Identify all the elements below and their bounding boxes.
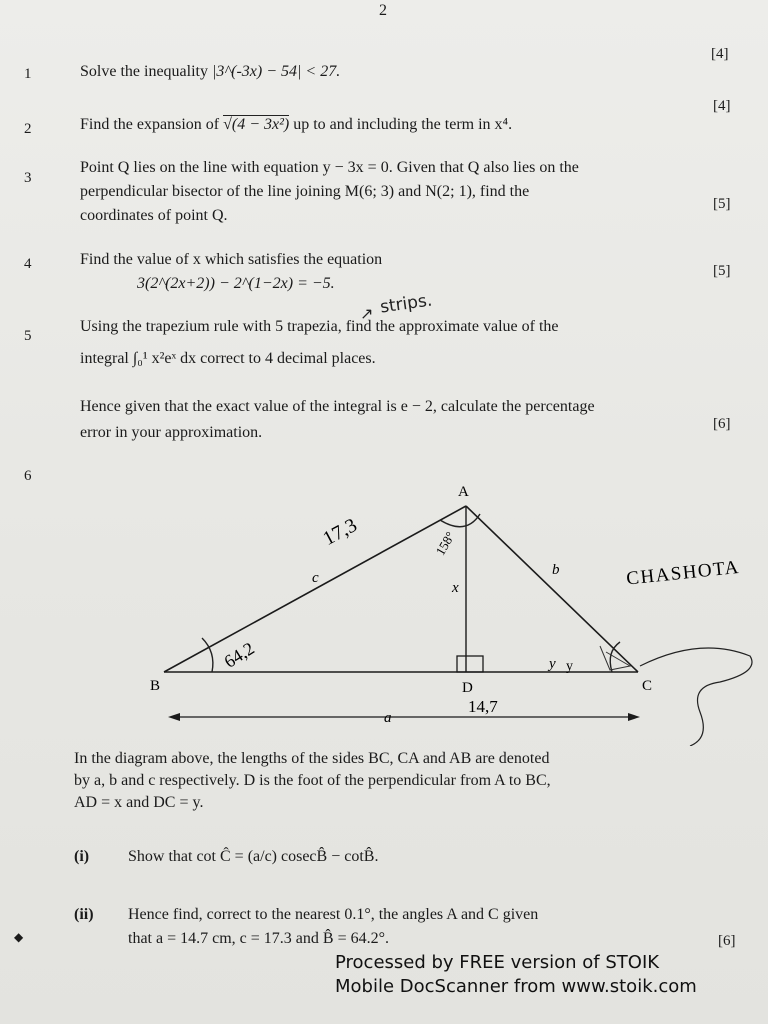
arrow-right-head — [628, 713, 640, 721]
label-vertex-d: D — [462, 680, 473, 696]
watermark-line-2: Mobile DocScanner from www.stoik.com — [335, 976, 697, 997]
question-3-line-3: coordinates of point Q. — [80, 207, 228, 224]
question-2-math: √(4 − 3x²) — [223, 116, 290, 133]
question-4-marks: [5] — [713, 263, 731, 279]
question-3-line-2: perpendicular bisector of the line joining M(6; 3) and N(2; 1), find the — [80, 183, 530, 200]
arrow-left-head — [168, 713, 180, 721]
hand-strips: strips. — [378, 290, 434, 318]
question-6-para-3: AD = x and DC = y. — [74, 794, 204, 811]
question-1-text — [80, 62, 340, 82]
label-side-c: c — [312, 570, 319, 586]
question-4-equation: 3(2^(2x+2)) − 2^(1−2x) = −5. — [137, 275, 335, 292]
label-vertex-c: C — [642, 678, 653, 694]
pen-scribble — [640, 648, 752, 746]
question-1-math: |3^(-3x) − 54| < 27. — [211, 63, 341, 80]
question-5-line-1: Using the trapezium rule with 5 trapezia, find the approximate value of the — [80, 318, 559, 335]
part-ii-label: (ii) — [74, 906, 94, 923]
part-ii-line-1: Hence find, correct to the nearest 0.1°, the angles A and C given — [128, 906, 539, 923]
question-3-line-1: Point Q lies on the line with equation y − 3x = 0. Given that Q also lies on the — [80, 159, 579, 176]
hand-near-c: y — [566, 659, 573, 674]
question-5-marks: [6] — [713, 416, 731, 432]
question-1-lead: Solve the inequality — [80, 63, 208, 80]
hand-arrow: ↗ — [360, 304, 374, 323]
triangle-diagram — [0, 476, 768, 746]
angle-b-arc — [202, 638, 213, 672]
question-5-number: 5 — [24, 328, 32, 344]
label-side-b: b — [552, 562, 560, 578]
question-1-number: 1 — [24, 66, 32, 82]
label-dimension-a: a — [384, 710, 392, 726]
angle-a-arc — [440, 514, 480, 527]
side-ac — [466, 506, 638, 672]
part-ii-marks: [6] — [718, 933, 736, 949]
hand-name: CHASHOTA — [625, 556, 741, 590]
label-segment-y: y — [549, 656, 556, 672]
hand-angle-a: 158° — [432, 528, 458, 558]
question-5-line-4: error in your approximation. — [80, 424, 263, 441]
question-3-number: 3 — [24, 170, 32, 186]
label-altitude-x: x — [452, 580, 459, 596]
part-i-label: (i) — [74, 848, 90, 865]
question-5-line-3: Hence given that the exact value of the integral is e − 2, calculate the percentage — [80, 398, 595, 415]
right-angle-marker — [457, 656, 483, 672]
label-vertex-a: A — [458, 484, 469, 500]
label-vertex-b: B — [150, 678, 161, 694]
watermark-line-1: Processed by FREE version of STOIK — [335, 952, 660, 973]
part-i-text: Show that cot Ĉ = (a/c) cosecB̂ − cotB̂. — [128, 848, 379, 865]
page-number: 2 — [379, 2, 387, 19]
question-5-line-2: integral ∫₀¹ x²eˣ dx correct to 4 decimal places. — [80, 350, 376, 367]
question-3-marks: [5] — [713, 196, 731, 212]
question-2-number: 2 — [24, 121, 32, 137]
question-2-marks: [4] — [713, 98, 731, 114]
question-2-text — [80, 115, 512, 135]
hand-below-d: 14,7 — [468, 697, 498, 716]
bullet-mark: ◆ — [14, 930, 24, 944]
part-ii-line-2: that a = 14.7 cm, c = 17.3 and B̂ = 64.2°. — [128, 930, 389, 947]
hand-side-c: 17,3 — [319, 514, 361, 551]
hand-angle-b: 64,2 — [220, 638, 258, 672]
question-4-number: 4 — [24, 256, 32, 272]
question-6-para-1: In the diagram above, the lengths of the sides BC, CA and AB are denoted — [74, 750, 550, 767]
question-1-marks: [4] — [711, 46, 729, 62]
question-2-tail: up to and including the term in x⁴. — [293, 116, 513, 133]
question-6-para-2: by a, b and c respectively. D is the foot of the perpendicular from A to BC, — [74, 772, 551, 789]
question-2-lead: Find the expansion of — [80, 116, 220, 133]
question-4-line-1: Find the value of x which satisfies the equation — [80, 251, 383, 268]
question-6-number: 6 — [24, 468, 32, 484]
